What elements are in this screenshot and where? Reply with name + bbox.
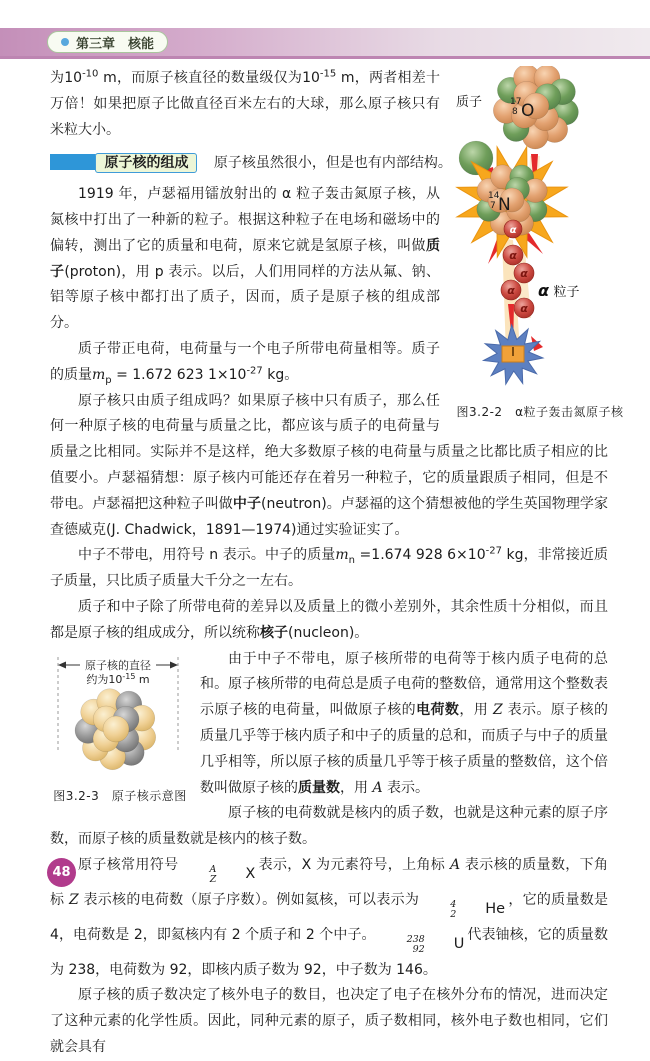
figure-caption: 图3.2-3 原子核示意图 xyxy=(53,789,187,804)
paragraph: 原子核的质子数决定了核外电子的数目，也决定了电子在核外分布的情况，进而决定了这种元素的化学性质。因此，同种元素的原子，质子数相同，核外电子数也相同，它们就会具有 xyxy=(50,987,608,1055)
paragraph: 中子不带电，用符号 n 表示。中子的质量$m_n =1.674$ 928 $6\times 10^{-27}$ kg，非常接近质子质量，只比质子质量大千分之一左右。 xyxy=(50,545,608,590)
nucleus-model-illustration xyxy=(50,653,190,773)
paragraph: 为$10^{-10}$ m，而原子核直径的数量级仅为$10^{-15}$ m，两者相差十万倍！如果把原子比做直径百米左右的大球，那么原子核只有米粒大小。 xyxy=(50,68,440,138)
alpha-particle xyxy=(514,263,534,283)
bullet-dot-icon xyxy=(61,38,69,46)
paragraph: 质子和中子除了所带电荷的差异以及质量上的微小差别外，其余性质十分相似，而且都是原子核的组成成分，所以统称核子(nucleon)。 xyxy=(50,598,608,641)
diameter-label-line2: 约为$10^{-15}$ m xyxy=(86,671,150,686)
svg-text:α: α xyxy=(520,302,528,315)
page-number: 48 xyxy=(52,865,71,880)
paragraph: 原子核常用符号 A Z X 表示，X 为元素符号，上角标 A 表示核的质量数，下角标 Z 表示核的电荷数（原子序数）。例如氦核，可以表示为 4 2 He ，它的质量数是 4，电荷数是 2，即氦核内有 2 个质子和 2 个中子。 238 92 U 代表铀核，它的质量数为 238，电荷数为 92，即核内质子数为 92，中子数为 146。 xyxy=(50,856,609,978)
paragraph: 1919 年，卢瑟福用镭放射出的 α 粒子轰击氮原子核，从氮核中打出了一种新的粒子。根据这种粒子在电场和磁场中的偏转，测出了它的质量和电荷，原来它就是氢原子核，叫做质子(proton)，用 p 表示。以后，人们用同样的方法从氟、钠、铝等原子核中都打出了质子，因而，质子是原子核的组成部分。 xyxy=(50,186,440,332)
alpha-particles-label: α 粒子 xyxy=(538,281,580,300)
diameter-label-line1: 原子核的直径 xyxy=(85,658,151,672)
svg-text:α: α xyxy=(509,249,517,262)
nitrogen-mass-number: 14 xyxy=(488,191,500,201)
figure-nucleus-model xyxy=(50,653,190,811)
chapter-title: 第三章 核能 xyxy=(76,36,155,52)
oxygen-charge-number: 8 xyxy=(512,107,518,117)
nucleus-sphere-cluster xyxy=(75,688,156,769)
alpha-particle xyxy=(514,298,534,318)
chapter-tab xyxy=(47,31,168,53)
page-body xyxy=(50,66,624,1061)
nitrogen-symbol: N xyxy=(498,195,511,215)
paragraph: 原子核的电荷数就是核内的质子数，也就是这种元素的原子序数，而原子核的质量数就是核内的核子数。 xyxy=(50,805,608,848)
svg-text:α: α xyxy=(520,267,528,280)
svg-text:α: α xyxy=(509,225,517,236)
paragraph: 由于中子不带电，原子核所带的电荷等于核内质子电荷的总和。原子核所带的电荷总是质子电荷的整数倍，通常用这个整数表示原子核的电荷量，叫做原子核的电荷数，用 Z 表示。原子核的质量几乎等于核内质子和中子的质量的总和，而质子与中子的质量几乎相等，所以原子核的质量几乎等于核子质量的整数倍，这个倍数叫做原子核的质量数，用 A 表示。 xyxy=(200,650,609,796)
figure-caption: 图3.2-2 α粒子轰击氮原子核 xyxy=(456,404,624,419)
figure-alpha-bombardment xyxy=(446,66,634,426)
paragraph: 质子带正电荷，电荷量与一个电子所带电荷量相等。质子的质量$m_p = 1.672$ 623 $1\times 10^{-27}$ kg。 xyxy=(50,340,440,386)
nitrogen-charge-number: 7 xyxy=(490,201,496,211)
section-blue-bar xyxy=(50,154,100,170)
arrowhead-left xyxy=(58,661,66,668)
section-intro: 原子核虽然很小，但是也有内部结构。 xyxy=(213,155,452,172)
svg-text:α: α xyxy=(507,284,515,297)
alpha-particle xyxy=(501,280,521,300)
paragraph: 原子核只由质子组成吗？如果原子核中只有质子，那么任何一种原子核的电荷量与质量之比，都应该与质子的电荷量与质量之比相同。实际并不是这样，绝大多数原子核的电荷量与质量之比都比质子相应的比值要小。卢瑟福猜想：原子核内可能还存在着另一种粒子，它的质量跟质子相同，但是不带电。卢瑟福把这种粒子叫做中子(neutron)。卢瑟福的这个猜想被他的学生英国物理学家查德威克(J. Chadwick，1891—1974)通过实验证实了。 xyxy=(50,392,609,538)
alpha-particle xyxy=(503,245,523,265)
page-number-badge xyxy=(47,858,76,887)
alpha-bombardment-illustration xyxy=(446,66,634,388)
oxygen-nucleus xyxy=(493,66,578,149)
proton-label: 质子 xyxy=(456,95,483,110)
alpha-particle xyxy=(504,220,522,238)
oxygen-mass-number: 17 xyxy=(510,97,522,107)
arrowhead-right xyxy=(170,661,178,668)
chapter-banner xyxy=(0,28,650,59)
oxygen-symbol: O xyxy=(521,101,535,121)
section-title: 原子核的组成 xyxy=(95,153,197,173)
